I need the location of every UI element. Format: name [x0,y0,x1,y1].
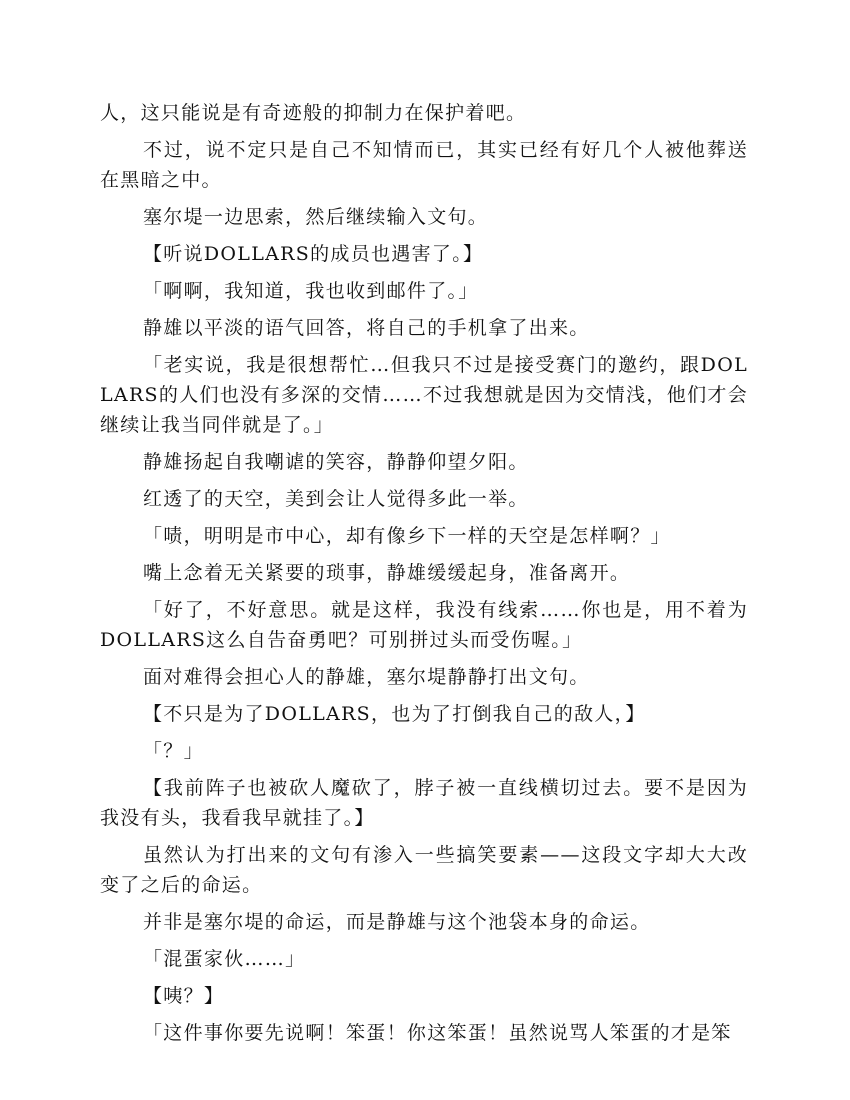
paragraph: 静雄以平淡的语气回答，将自己的手机拿了出来。 [143,317,590,339]
paragraph: 【我前阵子也被砍人魔砍了，脖子被一直线横切过去。要不是因为我没有头，我看我早就挂了。】 [100,777,748,829]
paragraph: 静雄扬起自我嘲谑的笑容，静静仰望夕阳。 [143,451,529,473]
paragraph: 人，这只能说是有奇迹般的抑制力在保护着吧。 [100,102,527,124]
paragraph: 「老实说，我是很想帮忙…但我只不过是接受赛门的邀约，跟DOLLARS的人们也没有多深的交情……不过我想就是因为交情浅，他们才会继续让我当同伴就是了。」 [100,354,748,436]
document-page [100,98,748,1055]
paragraph: 「混蛋家伙……」 [143,948,306,970]
paragraph: 虽然认为打出来的文句有渗入一些搞笑要素——这段文字却大大改变了之后的命运。 [100,844,748,896]
paragraph: 【咦？】 [143,985,225,1007]
paragraph: 「啊啊，我知道，我也收到邮件了。」 [143,280,479,302]
paragraph: 塞尔堤一边思索，然后继续输入文句。 [143,206,489,228]
paragraph: 「啧，明明是市中心，却有像乡下一样的天空是怎样啊？」 [143,525,671,547]
paragraph: 并非是塞尔堤的命运，而是静雄与这个池袋本身的命运。 [143,911,651,933]
paragraph: 不过，说不定只是自己不知情而已，其实已经有好几个人被他葬送在黑暗之中。 [100,139,748,191]
paragraph: 「这件事你要先说啊！笨蛋！你这笨蛋！虽然说骂人笨蛋的才是笨 [143,1022,732,1044]
paragraph: 嘴上念着无关紧要的琐事，静雄缓缓起身，准备离开。 [143,562,631,584]
paragraph: 【不只是为了DOLLARS，也为了打倒我自己的敌人，】 [143,703,646,725]
paragraph: 红透了的天空，美到会让人觉得多此一举。 [143,488,529,510]
paragraph: 「？」 [143,740,204,762]
paragraph: 面对难得会担心人的静雄，塞尔堤静静打出文句。 [143,666,590,688]
paragraph: 「好了，不好意思。就是这样，我没有线索……你也是，用不着为DOLLARS这么自告奋勇吧？可别拼过头而受伤喔。」 [100,599,748,651]
paragraph: 【听说DOLLARS的成员也遇害了。】 [143,243,484,265]
